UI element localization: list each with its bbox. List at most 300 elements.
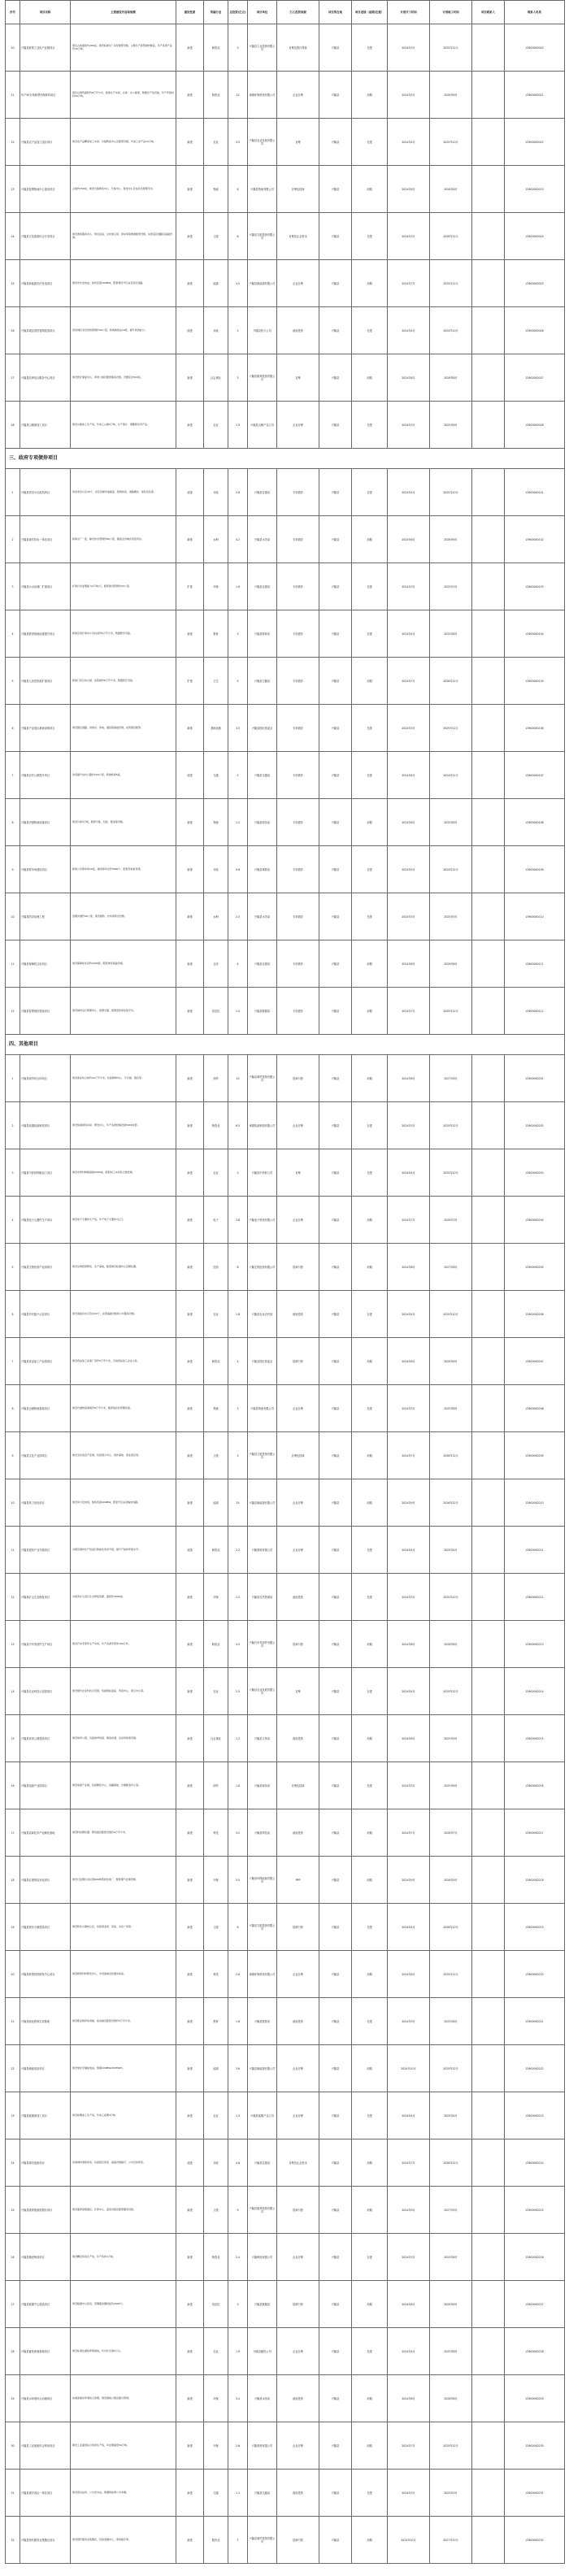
- cell-industry: 农业: [204, 402, 228, 449]
- cell-desc: 实施流域水环境综合治理，建设湿地公园及截污管网。: [71, 2375, 176, 2422]
- cell-name: 兴隆县汽车零部件生产项目: [20, 1621, 71, 1668]
- cell-source: 政府投资: [277, 1809, 319, 1857]
- cell-desc: 建设电商产业园，包括孵化中心、直播基地、仓储配送中心等。: [71, 1762, 176, 1809]
- cell-name: 兴隆县人民医院改扩建项目: [20, 658, 71, 705]
- cell-stage: 前期: [352, 354, 388, 402]
- cell-nature: 新建: [176, 2470, 204, 2517]
- cell-name: 兴隆县文化旅游综合开发项目: [20, 213, 71, 260]
- cell-desc: 建设科技孵化器、研发楼及配套设施约4万平方米。: [71, 1809, 176, 1857]
- cell-loc: 兴隆县: [319, 1102, 352, 1149]
- cell-phone: 13900000105: [505, 658, 565, 705]
- cell-industry: 市政: [204, 307, 228, 354]
- cell-no: 9: [6, 846, 20, 893]
- cell-invest: 1.5: [228, 1574, 248, 1621]
- cell-phone: 13900000104: [505, 610, 565, 658]
- cell-loc: 兴隆县: [319, 469, 352, 516]
- cell-no: 4: [6, 610, 20, 658]
- cell-source: 企业自筹: [277, 2422, 319, 2470]
- cell-invest: 2.4: [228, 2234, 248, 2281]
- cell-loc: 兴隆县: [319, 799, 352, 846]
- cell-unit: 兴隆县卫健局: [248, 658, 277, 705]
- cell-stage: 在建: [352, 2470, 388, 2517]
- cell-nature: 新建: [176, 940, 204, 988]
- cell-industry: 服务业: [204, 2517, 228, 2564]
- table-row: [6, 2045, 565, 2092]
- cell-stage: 在建: [352, 402, 388, 449]
- cell-loc: 兴隆县: [319, 516, 352, 563]
- cell-end: 2025年8月: [430, 2328, 472, 2375]
- cell-loc: 兴隆县: [319, 166, 352, 213]
- cell-contact: [472, 1574, 505, 1621]
- cell-nature: 新建: [176, 1055, 204, 1102]
- cell-contact: [472, 469, 505, 516]
- cell-unit: 兴隆县住建局: [248, 2139, 277, 2187]
- cell-no: 27: [6, 2281, 20, 2328]
- cell-no: 12: [6, 988, 20, 1035]
- cell-desc: 建设风力发电场，装机容量200MW，配套升压站及输电线路。: [71, 1479, 176, 1527]
- cell-no: 24: [6, 213, 20, 260]
- cell-desc: 建设数据中心机房，部署服务器机柜约2000个。: [71, 2281, 176, 2328]
- cell-source: PPP: [277, 1857, 319, 1904]
- cell-end: 2025年4月: [430, 1527, 472, 1574]
- cell-end: 2025年10月: [430, 1291, 472, 1338]
- cell-name: 兴隆县建材产业升级项目: [20, 1527, 71, 1574]
- column-header: 所属行业: [204, 1, 228, 24]
- cell-phone: 13900000213: [505, 1621, 565, 1668]
- cell-no: 7: [6, 752, 20, 799]
- cell-nature: 新建: [176, 1102, 204, 1149]
- cell-source: 专项债券: [277, 752, 319, 799]
- cell-industry: 科技: [204, 1809, 228, 1857]
- cell-end: 2025年12月: [430, 988, 472, 1035]
- cell-phone: 13900000232: [505, 2517, 565, 2564]
- cell-nature: 新建: [176, 1809, 204, 1857]
- cell-source: 自筹: [277, 354, 319, 402]
- cell-phone: 13900000101: [505, 469, 565, 516]
- cell-start: 2024年5月: [388, 72, 430, 119]
- cell-no: 12: [6, 1574, 20, 1621]
- cell-name: 兴隆县农产品加工园区项目: [20, 119, 71, 166]
- cell-end: 2025年4月: [430, 2092, 472, 2139]
- cell-desc: 建设电化学储能电站，规模100MW/200MWh。: [71, 2045, 176, 2092]
- cell-source: 招商引资: [277, 1055, 319, 1102]
- table-row: [6, 354, 565, 402]
- cell-name: 兴隆县高端装备制造项目: [20, 1102, 71, 1149]
- cell-loc: 兴隆县: [319, 2139, 352, 2187]
- cell-contact: [472, 119, 505, 166]
- cell-no: 18: [6, 1857, 20, 1904]
- cell-name: 兴隆县储能电站项目: [20, 2045, 71, 2092]
- cell-loc: 兴隆县: [319, 1244, 352, 1291]
- cell-start: 2024年4月: [388, 119, 430, 166]
- cell-nature: 新建: [176, 1574, 204, 1621]
- column-header: 引入投资来源: [277, 1, 319, 24]
- cell-source: 专项债券: [277, 799, 319, 846]
- cell-invest: 1.2: [228, 1715, 248, 1762]
- cell-contact: [472, 2375, 505, 2422]
- cell-desc: 对废弃矿山进行生态修复治理，面积约3000亩。: [71, 1574, 176, 1621]
- cell-loc: 兴隆县: [319, 1479, 352, 1527]
- cell-invest: 15: [228, 1479, 248, 1527]
- cell-nature: 新建: [176, 166, 204, 213]
- cell-phone: 13900000221: [505, 1998, 565, 2045]
- cell-source: 企业自筹: [277, 1197, 319, 1244]
- cell-phone: 13900000204: [505, 1197, 565, 1244]
- cell-nature: 新建: [176, 1762, 204, 1809]
- cell-unit: 兴隆县环保能源有限公司: [248, 1857, 277, 1904]
- cell-phone: 13900000223: [505, 2092, 565, 2139]
- cell-end: 2025年12月: [430, 24, 472, 72]
- cell-name: 兴隆县中药材种植加工项目: [20, 1149, 71, 1197]
- cell-invest: 1.3: [228, 2092, 248, 2139]
- cell-unit: 兴隆县交通局: [248, 2470, 277, 2517]
- cell-desc: 建设板栗加工生产线，年加工板栗3万吨。: [71, 2092, 176, 2139]
- cell-unit: 兴隆县园区管委会: [248, 1338, 277, 1385]
- table-row: [6, 516, 565, 563]
- table-row: [6, 1149, 565, 1197]
- cell-invest: 2: [228, 307, 248, 354]
- cell-stage: 前期: [352, 988, 388, 1035]
- cell-no: 7: [6, 1338, 20, 1385]
- cell-source: 招商引资: [277, 1338, 319, 1385]
- cell-contact: [472, 1668, 505, 1715]
- cell-unit: 兴隆电子科技有限公司: [248, 1197, 277, 1244]
- cell-unit: 兴隆县商贸投资有限公司: [248, 1055, 277, 1102]
- cell-unit: 兴隆县物流有限公司: [248, 1385, 277, 1432]
- cell-source: 专项债券: [277, 658, 319, 705]
- cell-contact: [472, 846, 505, 893]
- cell-industry: 农业: [204, 1149, 228, 1197]
- cell-nature: 新建: [176, 1244, 204, 1291]
- cell-source: 政府投资: [277, 1715, 319, 1762]
- table-body: [6, 24, 565, 2564]
- cell-stage: 在建: [352, 1149, 388, 1197]
- cell-unit: 兴隆县文体局: [248, 1715, 277, 1762]
- cell-contact: [472, 2422, 505, 2470]
- cell-unit: 兴隆县住建局: [248, 469, 277, 516]
- cell-end: 2025年12月: [430, 2422, 472, 2470]
- cell-invest: 8: [228, 1244, 248, 1291]
- cell-industry: 卫生: [204, 658, 228, 705]
- cell-stage: 在建: [352, 1762, 388, 1809]
- cell-contact: [472, 2470, 505, 2517]
- cell-invest: 3: [228, 1385, 248, 1432]
- cell-phone: 13900000216: [505, 1762, 565, 1809]
- cell-no: 28: [6, 402, 20, 449]
- cell-industry: 农业: [204, 1668, 228, 1715]
- cell-phone: 13900000207: [505, 1338, 565, 1385]
- cell-end: 2026年6月: [430, 2375, 472, 2422]
- cell-loc: 兴隆县: [319, 1055, 352, 1102]
- cell-contact: [472, 24, 505, 72]
- cell-contact: [472, 2517, 505, 2564]
- cell-name: 兴隆县现代服务业集聚区项目: [20, 2517, 71, 2564]
- cell-start: 2024年9月: [388, 2187, 430, 2234]
- cell-source: 自筹及社会资本: [277, 2139, 319, 2187]
- cell-start: 2024年3月: [388, 563, 430, 610]
- cell-start: 2024年8月: [388, 940, 430, 988]
- cell-no: 23: [6, 2092, 20, 2139]
- cell-name: 兴隆县数据中心建设项目: [20, 2281, 71, 2328]
- cell-phone: 13900000211: [505, 1527, 565, 1574]
- cell-loc: 兴隆县: [319, 1951, 352, 1998]
- cell-desc: 新建门急诊综合楼、住院楼约6万平方米，购置医疗设备。: [71, 658, 176, 705]
- cell-no: 27: [6, 354, 20, 402]
- cell-nature: 新建: [176, 2375, 204, 2422]
- cell-invest: 2.8: [228, 469, 248, 516]
- cell-contact: [472, 166, 505, 213]
- cell-no: 31: [6, 2470, 20, 2517]
- cell-source: 政府投资: [277, 2375, 319, 2422]
- cell-phone: 13900000210: [505, 1479, 565, 1527]
- cell-phone: 13900000214: [505, 1668, 565, 1715]
- table-row: [6, 1715, 565, 1762]
- cell-desc: 占地约150亩，建设仓储物流中心、分拣中心、配送中心及信息化管理平台。: [71, 166, 176, 213]
- cell-industry: 文旅: [204, 213, 228, 260]
- table-row: [6, 705, 565, 752]
- cell-nature: 新建: [176, 213, 204, 260]
- cell-contact: [472, 1762, 505, 1809]
- cell-desc: 建设现代农业科技示范园，包括智能温室、育苗中心、展示中心等。: [71, 1668, 176, 1715]
- cell-industry: 科技: [204, 1951, 228, 1998]
- cell-no: 28: [6, 2328, 20, 2375]
- cell-contact: [472, 2234, 505, 2281]
- cell-unit: 兴隆县农业发展有限公司: [248, 1668, 277, 1715]
- cell-source: 专项债券: [277, 940, 319, 988]
- cell-desc: 建设装备制造车间、研发中心，年产各类机械设备5000台套。: [71, 1102, 176, 1149]
- cell-loc: 兴隆县: [319, 2092, 352, 2139]
- cell-stage: 前期: [352, 1055, 388, 1102]
- cell-contact: [472, 1055, 505, 1102]
- cell-start: 2024年4月: [388, 610, 430, 658]
- cell-end: 2025年8月: [430, 1385, 472, 1432]
- cell-name: 兴隆县污水处理厂扩建项目: [20, 563, 71, 610]
- cell-start: 2024年4月: [388, 1149, 430, 1197]
- cell-end: 2025年5月: [430, 893, 472, 940]
- cell-desc: 建设医疗康复中心、养老公寓及配套服务设施，设置床位500张。: [71, 354, 176, 402]
- cell-stage: 在建: [352, 1574, 388, 1621]
- cell-unit: 兴隆县工业投资有限公司: [248, 24, 277, 72]
- cell-phone: 13900000026: [505, 307, 565, 354]
- cell-contact: [472, 799, 505, 846]
- cell-phone: 13900000219: [505, 1904, 565, 1951]
- table-row: [6, 893, 565, 940]
- cell-nature: 新建: [176, 1857, 204, 1904]
- cell-loc: 兴隆县: [319, 260, 352, 307]
- cell-industry: 交通: [204, 752, 228, 799]
- cell-no: 3: [6, 563, 20, 610]
- cell-name: 兴隆县冷链物流设施项目: [20, 799, 71, 846]
- cell-loc: 兴隆县: [319, 402, 352, 449]
- cell-loc: 兴隆县: [319, 1857, 352, 1904]
- cell-end: 2025年12月: [430, 1668, 472, 1715]
- cell-source: 专项债券: [277, 846, 319, 893]
- cell-industry: 社会事业: [204, 1715, 228, 1762]
- cell-nature: 新建: [176, 2517, 204, 2564]
- cell-start: 2024年4月: [388, 1668, 430, 1715]
- project-table-page: [5, 0, 564, 2564]
- cell-industry: 医药: [204, 1244, 228, 1291]
- cell-desc: 对现有建材生产线进行智能化改造升级，提升产能和环保水平。: [71, 1527, 176, 1574]
- cell-desc: 新建及改扩建中小学校舍约5万平方米，购置教学设备。: [71, 610, 176, 658]
- cell-source: 专项债券: [277, 988, 319, 1035]
- cell-source: 招商引资: [277, 2281, 319, 2328]
- cell-end: 2025年12月: [430, 2045, 472, 2092]
- cell-start: 2024年7月: [388, 658, 430, 705]
- cell-end: 2025年12月: [430, 1951, 472, 1998]
- cell-unit: 兴隆县畜牧公司: [248, 2328, 277, 2375]
- table-row: [6, 1574, 565, 1621]
- cell-loc: 兴隆县: [319, 2328, 352, 2375]
- cell-start: 2024年4月: [388, 1904, 430, 1951]
- cell-end: 2024年11月: [430, 752, 472, 799]
- table-row: [6, 1621, 565, 1668]
- cell-contact: [472, 1715, 505, 1762]
- cell-loc: 兴隆县: [319, 563, 352, 610]
- cell-no: 14: [6, 1668, 20, 1715]
- cell-name: 兴隆县特色小镇建设项目: [20, 1904, 71, 1951]
- cell-invest: 4: [228, 940, 248, 988]
- cell-name: 兴隆县停车场建设项目: [20, 846, 71, 893]
- cell-desc: 建设标准化畜牧养殖基地，年出栏生猪5万头。: [71, 2328, 176, 2375]
- table-row: [6, 2234, 565, 2281]
- cell-desc: 建设特色小镇核心区，包括商业街、民宿、文化广场等。: [71, 1904, 176, 1951]
- cell-loc: 兴隆县: [319, 940, 352, 988]
- cell-unit: 兴隆铸造有限公司: [248, 2234, 277, 2281]
- cell-unit: 承德环保科技有限公司: [248, 1951, 277, 1998]
- cell-no: 21: [6, 1998, 20, 2045]
- cell-phone: 13900000106: [505, 705, 565, 752]
- cell-phone: 13900000222: [505, 2045, 565, 2092]
- cell-phone: 13900000205: [505, 1244, 565, 1291]
- cell-end: 2026年12月: [430, 658, 472, 705]
- cell-stage: 在建: [352, 752, 388, 799]
- cell-phone: 13900000109: [505, 846, 565, 893]
- cell-invest: 0.8: [228, 846, 248, 893]
- cell-phone: 13900000206: [505, 1291, 565, 1338]
- cell-phone: 13900000022: [505, 119, 565, 166]
- cell-phone: 13900000110: [505, 893, 565, 940]
- table-row: [6, 1055, 565, 1102]
- cell-desc: 改造老旧小区30个，涉及房屋外墙保温、管网改造、道路硬化、绿化亮化等。: [71, 469, 176, 516]
- cell-loc: 兴隆县: [319, 1527, 352, 1574]
- cell-name: 年产50万吨新型环保材料项目: [20, 72, 71, 119]
- cell-no: 10: [6, 1479, 20, 1527]
- cell-end: 2026年12月: [430, 213, 472, 260]
- cell-name: 兴隆县垃圾焚烧发电项目: [20, 1857, 71, 1904]
- cell-unit: 兴隆县园区管委会: [248, 705, 277, 752]
- cell-contact: [472, 354, 505, 402]
- cell-unit: 兴隆县文旅投资有限公司: [248, 213, 277, 260]
- cell-desc: 实施城市更新改造，包括街区改造、基础设施提升、公共空间营造。: [71, 2139, 176, 2187]
- table-row: [6, 799, 565, 846]
- cell-contact: [472, 1621, 505, 1668]
- table-row: [6, 1998, 565, 2045]
- cell-contact: [472, 2328, 505, 2375]
- cell-invest: 2.6: [228, 2422, 248, 2470]
- cell-industry: 住房: [204, 940, 228, 988]
- cell-end: 2025年6月: [430, 2234, 472, 2281]
- cell-end: 2025年6月: [430, 1762, 472, 1809]
- table-row: [6, 846, 565, 893]
- column-header: 项目名称: [20, 1, 71, 24]
- cell-source: 企业自筹: [277, 260, 319, 307]
- cell-invest: 3.5: [228, 705, 248, 752]
- table-row: [6, 1102, 565, 1149]
- cell-industry: 文旅: [204, 1904, 228, 1951]
- cell-no: 3: [6, 1149, 20, 1197]
- cell-loc: 兴隆县: [319, 354, 352, 402]
- cell-contact: [472, 2045, 505, 2092]
- cell-start: 2024年3月: [388, 893, 430, 940]
- cell-industry: 能源: [204, 2045, 228, 2092]
- cell-loc: 兴隆县: [319, 1338, 352, 1385]
- cell-industry: 社会事业: [204, 354, 228, 402]
- cell-unit: 兴隆县中药材公司: [248, 1149, 277, 1197]
- cell-no: 26: [6, 307, 20, 354]
- cell-industry: 交通: [204, 2470, 228, 2517]
- cell-nature: 改建: [176, 752, 204, 799]
- cell-end: 2025年10月: [430, 119, 472, 166]
- cell-no: 2: [6, 1102, 20, 1149]
- cell-nature: 改建: [176, 1527, 204, 1574]
- cell-stage: 前期: [352, 1857, 388, 1904]
- cell-start: 2024年7月: [388, 2139, 430, 2187]
- cell-stage: 在建: [352, 846, 388, 893]
- cell-nature: 新建: [176, 260, 204, 307]
- cell-name: 兴隆县老旧小区改造项目: [20, 469, 71, 516]
- cell-end: 2025年12月: [430, 1102, 472, 1149]
- cell-no: 26: [6, 2234, 20, 2281]
- cell-end: 2026年3月: [430, 1197, 472, 1244]
- cell-name: 兴隆县职业教育实训基地: [20, 1998, 71, 2045]
- cell-source: 企业自筹: [277, 72, 319, 119]
- cell-desc: 改造提升农村公路约150公里，新建桥梁5座。: [71, 752, 176, 799]
- cell-source: 专项债券: [277, 516, 319, 563]
- cell-phone: 13900000108: [505, 799, 565, 846]
- cell-industry: 基础设施: [204, 705, 228, 752]
- cell-unit: 兴隆县物流有限公司: [248, 166, 277, 213]
- cell-desc: 建设光伏发电站，装机容量100MW，配套建设升压站及送出线路。: [71, 260, 176, 307]
- table-row: [6, 260, 565, 307]
- cell-contact: [472, 307, 505, 354]
- table-row: [6, 2187, 565, 2234]
- cell-stage: 前期: [352, 166, 388, 213]
- cell-desc: 建设新型材料研发中心、中试基地及检测实验室。: [71, 1951, 176, 1998]
- cell-start: 2024年7月: [388, 1197, 430, 1244]
- cell-name: 兴隆县城乡客运一体化项目: [20, 2470, 71, 2517]
- cell-unit: 兴隆县教育局: [248, 610, 277, 658]
- cell-nature: 新建: [176, 705, 204, 752]
- cell-nature: 新建: [176, 1197, 204, 1244]
- cell-name: 兴隆县乡村振兴示范项目: [20, 1291, 71, 1338]
- table-row: [6, 1668, 565, 1715]
- cell-source: 政府投资: [277, 1574, 319, 1621]
- cell-loc: 兴隆县: [319, 752, 352, 799]
- cell-start: 2024年3月: [388, 1385, 430, 1432]
- cell-name: 兴隆县板栗深加工项目: [20, 2092, 71, 2139]
- table-row: [6, 2517, 565, 2564]
- table-row: [6, 72, 565, 119]
- cell-start: 2024年4月: [388, 1291, 430, 1338]
- cell-invest: 2.5: [228, 893, 248, 940]
- cell-phone: 13900000112: [505, 988, 565, 1035]
- cell-start: 2024年6月: [388, 516, 430, 563]
- cell-no: 10: [6, 893, 20, 940]
- cell-no: 15: [6, 1715, 20, 1762]
- cell-loc: 兴隆县: [319, 2422, 352, 2470]
- cell-source: 专项债券: [277, 610, 319, 658]
